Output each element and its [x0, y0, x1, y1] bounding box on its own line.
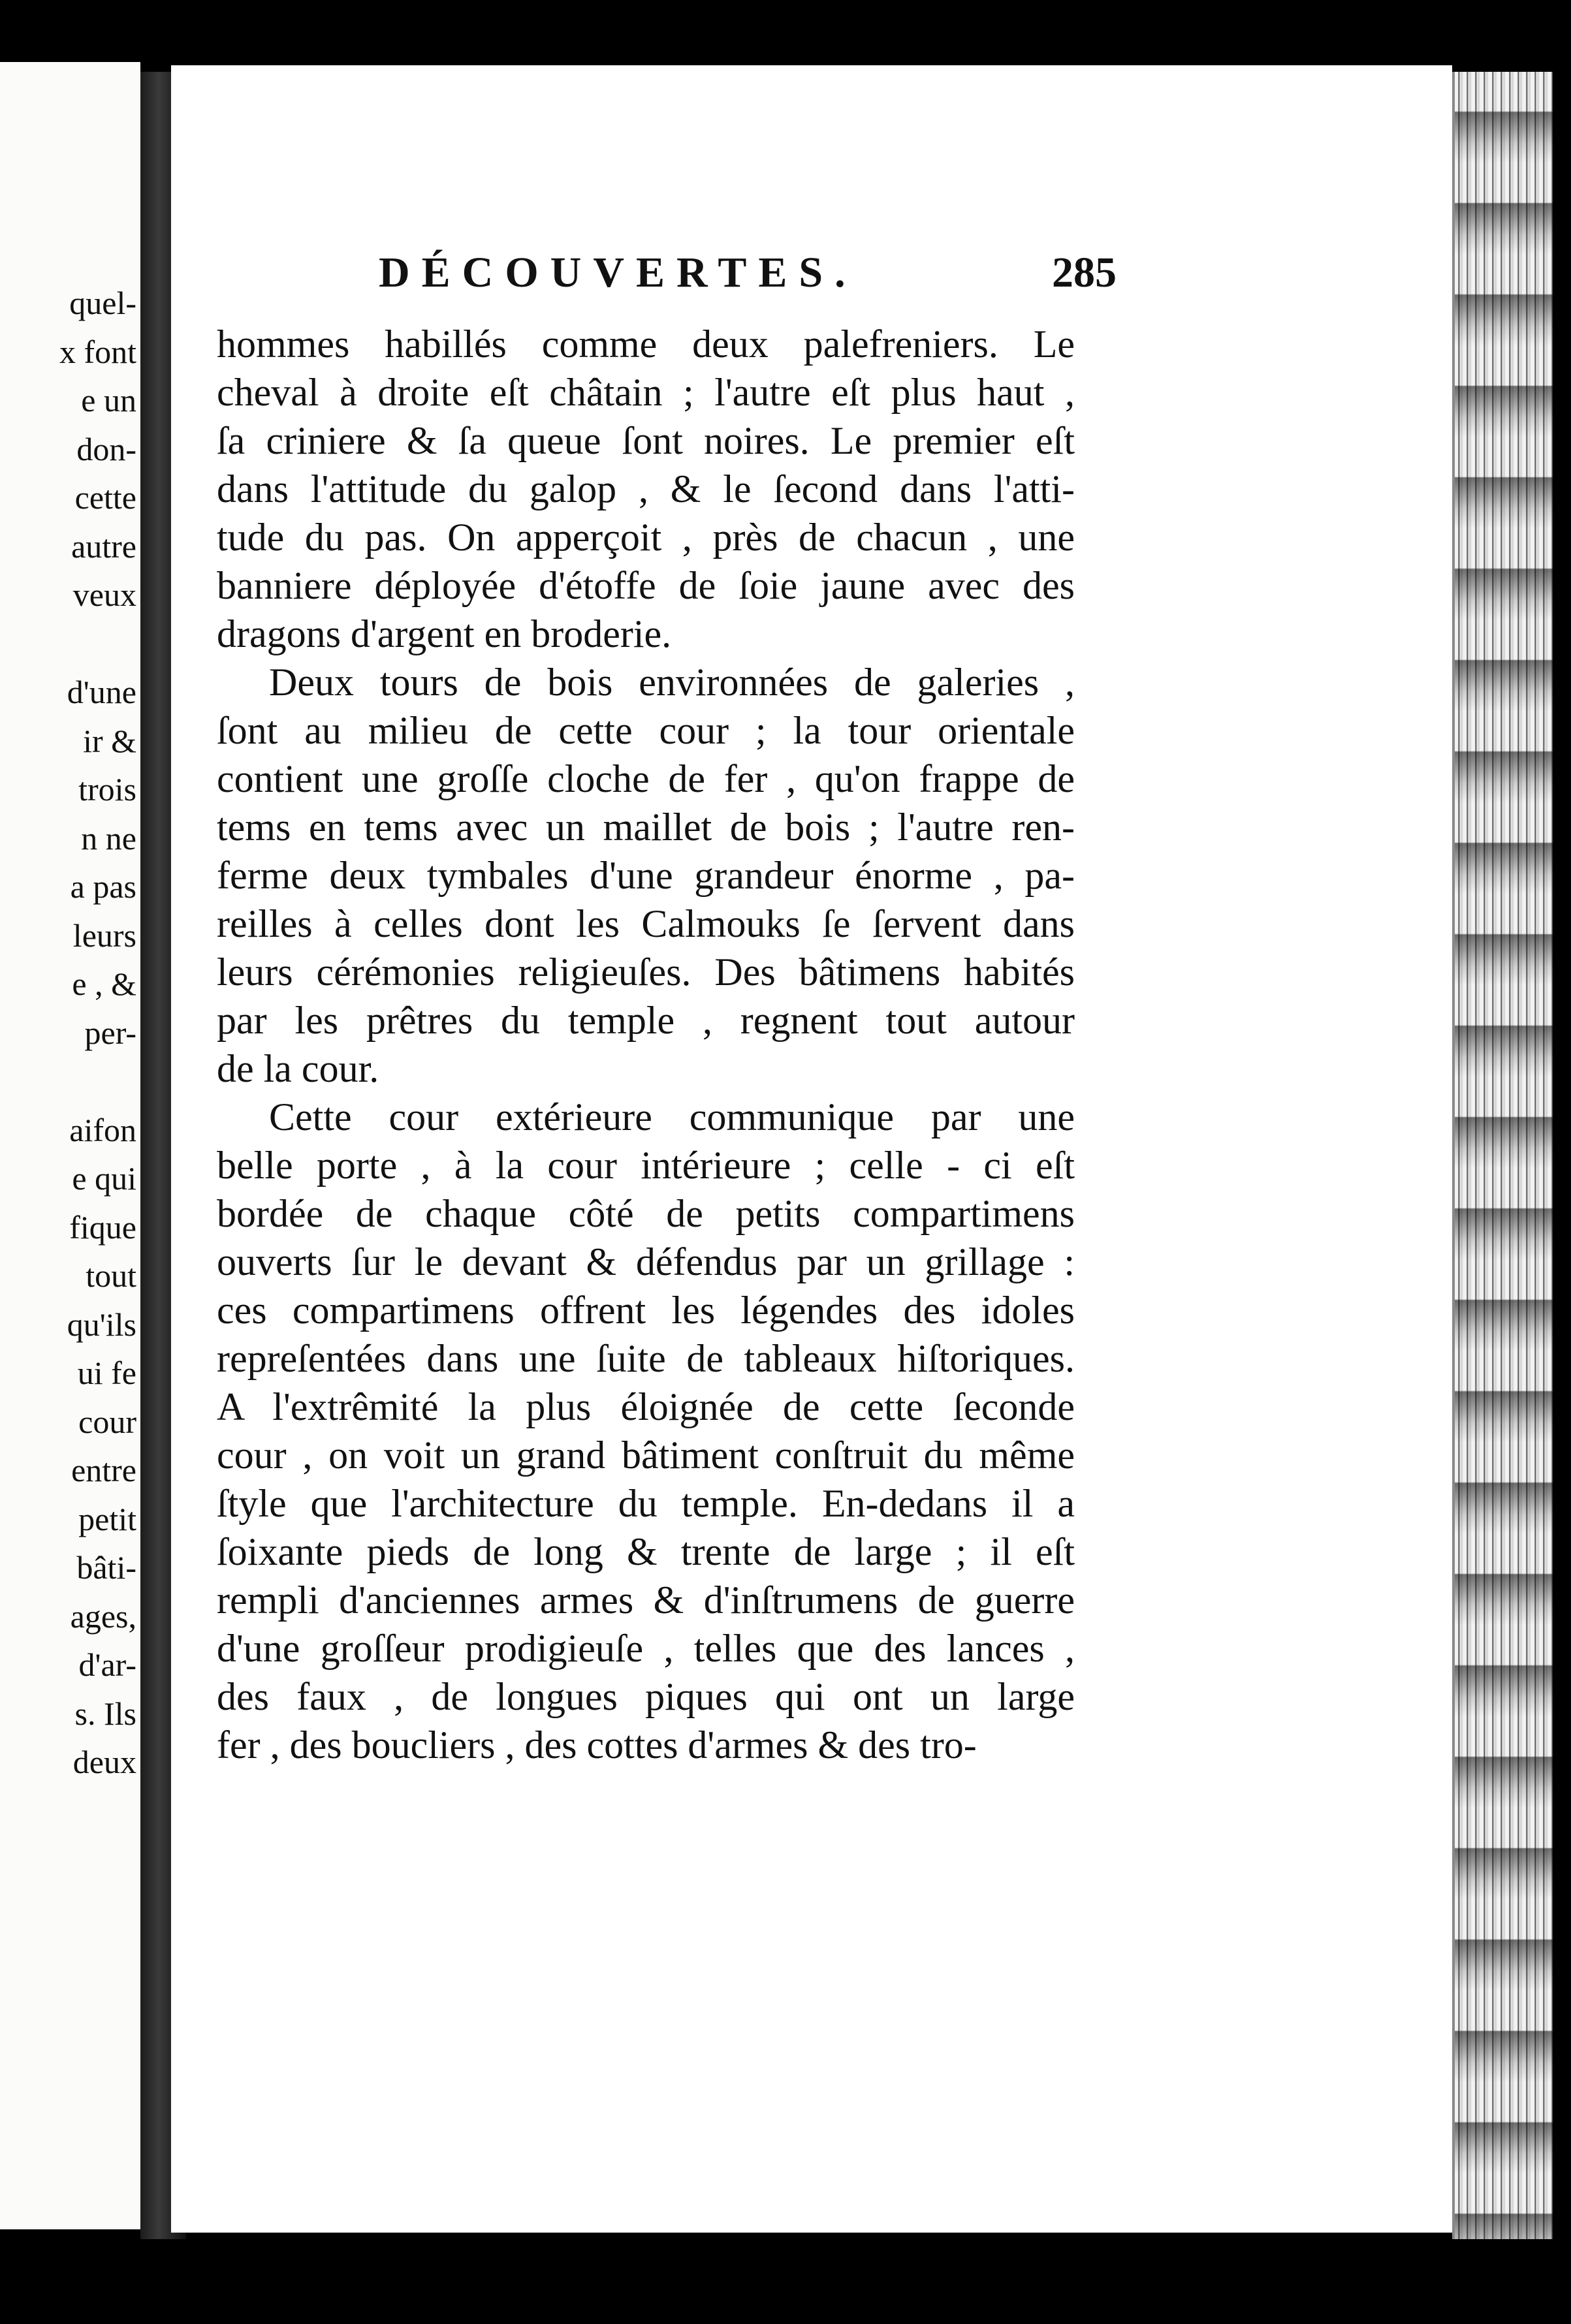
text-line: d'une groſſeur prodigieuſe , telles que des lances ,: [217, 1627, 1075, 1670]
left-page-line: aifon: [69, 1111, 136, 1148]
left-page-line: a pas: [70, 868, 136, 905]
left-page-line: fique: [69, 1208, 136, 1246]
text-line: fer , des boucliers , des cottes d'armes & des tro-: [217, 1723, 977, 1767]
left-page-line: quel-: [69, 285, 136, 321]
text-line: tude du pas. On apperçoit , près de chacun , une: [217, 516, 1075, 559]
text-line: ces compartimens offrent les légendes des idoles: [217, 1289, 1075, 1332]
left-page-line: e un: [81, 382, 136, 418]
left-page-line: veux: [72, 576, 136, 613]
left-page-line: n ne: [81, 819, 136, 856]
paragraph: [217, 320, 1075, 658]
text-line: belle porte , à la cour intérieure ; celle - ci eſt: [217, 1144, 1075, 1187]
left-page-fragment: [0, 62, 140, 2229]
page-block-edges: [1452, 72, 1553, 2239]
left-page-line: per-: [84, 1014, 136, 1051]
text-line: hommes habillés comme deux palefreniers. Le: [217, 322, 1075, 366]
text-line: A l'extrêmité la plus éloignée de cette ſeconde: [217, 1385, 1075, 1428]
running-head-title: DÉCOUVERTES.: [379, 249, 857, 296]
text-line: dragons d'argent en broderie.: [217, 612, 672, 655]
left-page-line: ui fe: [77, 1355, 136, 1391]
body-text: [217, 320, 1075, 1769]
text-line: repreſentées dans une ſuite de tableaux hiſtoriques.: [217, 1337, 1075, 1380]
left-page-line: cette: [74, 479, 136, 516]
left-page-line: trois: [78, 771, 136, 808]
text-line: bordée de chaque côté de petits compartimens: [217, 1192, 1075, 1235]
left-page-line: ages,: [70, 1597, 136, 1635]
left-page-line: petit: [78, 1500, 136, 1537]
left-page-line: tout: [86, 1257, 136, 1294]
text-line: Deux tours de bois environnées de galeries ,: [269, 661, 1075, 704]
left-page-line: leurs: [72, 917, 136, 954]
text-line: par les prêtres du temple , regnent tout autour: [217, 999, 1075, 1042]
left-page-line: e qui: [72, 1160, 136, 1197]
left-page-line: deux: [72, 1744, 136, 1780]
left-page-line: entre: [71, 1452, 136, 1488]
left-page-line: d'une: [67, 674, 136, 710]
text-line: cour , on voit un grand bâtiment conſtruit du même: [217, 1434, 1075, 1477]
left-page-line: s. Ils: [74, 1695, 136, 1732]
left-page-line: d'ar-: [78, 1646, 136, 1683]
text-line: ſoixante pieds de long & trente de large ; il eſt: [217, 1530, 1075, 1573]
text-line: tems en tems avec un maillet de bois ; l'autre ren-: [217, 806, 1075, 849]
page-edge-shading: [1455, 72, 1553, 2239]
text-line: cheval à droite eſt châtain ; l'autre eſt plus haut ,: [217, 371, 1075, 414]
left-page-line: cour: [78, 1403, 136, 1440]
paragraph: [217, 1093, 1075, 1769]
left-page-line: bâti-: [76, 1549, 136, 1586]
text-line: ſa criniere & ſa queue ſont noires. Le premier eſt: [217, 419, 1075, 462]
left-page-line: ir &: [83, 722, 136, 759]
left-page-line: x font: [59, 333, 136, 370]
page-number: 285: [1052, 249, 1117, 296]
text-line: dans l'attitude du galop , & le ſecond dans l'atti-: [217, 467, 1075, 510]
text-line: ouverts ſur le devant & défendus par un grillage :: [217, 1240, 1075, 1283]
paragraph: [217, 658, 1075, 1093]
text-line: leurs cérémonies religieuſes. Des bâtimens habités: [217, 950, 1075, 994]
text-line: des faux , de longues piques qui ont un large: [217, 1675, 1075, 1718]
left-page-line: qu'ils: [67, 1306, 136, 1343]
text-line: rempli d'anciennes armes & d'inſtrumens de guerre: [217, 1578, 1075, 1622]
text-line: banniere déployée d'étoffe de ſoie jaune avec des: [217, 564, 1075, 607]
left-page-line: don-: [76, 430, 136, 467]
text-line: de la cour.: [217, 1047, 379, 1090]
text-line: ferme deux tymbales d'une grandeur énorme , pa-: [217, 854, 1075, 897]
text-line: ſont au milieu de cette cour ; la tour orientale: [217, 709, 1075, 752]
text-line: reilles à celles dont les Calmouks ſe ſervent dans: [217, 902, 1075, 945]
running-head: [209, 248, 1117, 307]
text-line: ſtyle que l'architecture du temple. En-dedans il a: [217, 1482, 1075, 1525]
left-page-line: e , &: [72, 966, 136, 1002]
left-page-line: autre: [71, 527, 136, 565]
text-line: contient une groſſe cloche de fer , qu'on frappe de: [217, 757, 1075, 800]
text-line: Cette cour extérieure communique par une: [269, 1095, 1075, 1138]
scan-background-bottom: [0, 2239, 1571, 2324]
